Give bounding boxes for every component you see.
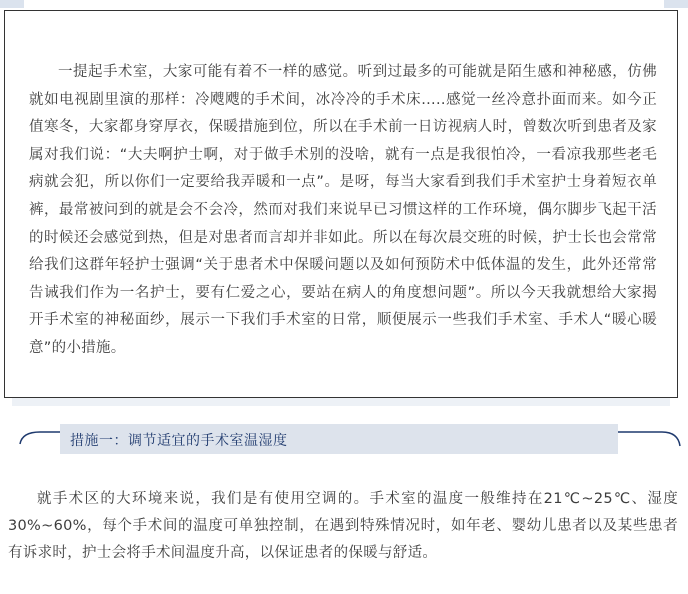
section-paragraph: 就手术区的大环境来说，我们是有使用空调的。手术室的温度一般维持在21℃~25℃、湿度30%~60%，每个手术间的温度可单独控制，在遇到特殊情况时，如年老、婴幼儿患者以及某些患者有诉求时，护士会将手术间温度升高，以保证患者的保暖与舒适。: [8, 491, 678, 561]
top-decoration: [0, 0, 688, 10]
section-title: 措施一：调节适宜的手术室温湿度: [70, 433, 288, 449]
top-right-bar: [664, 0, 688, 8]
intro-paragraph: 一提起手术室，大家可能有着不一样的感觉。听到过最多的可能就是陌生感和神秘感，仿佛就如电视剧里演的那样：冷飕飕的手术间，冰冷冷的手术床.....感觉一丝冷意扑面而来。如今正值寒冬，大家都身穿厚衣，保暖措施到位，所以在手术前一日访视病人时，曾数次听到患者及家属对我们说：“大夫啊护士啊，对于做手术别的没啥，就有一点是我很怕冷，一看凉我那些老毛病就会犯，所以你们一定要给我弄暖和一点”。是呀，每当大家看到我们手术室护士身着短衣单裤，最常被问到的就是会不会冷，然而对我们来说早已习惯这样的工作环境，偶尔脚步飞起干活的时候还会感觉到热，但是对患者而言却并非如此。所以在每次晨交班的时候，护士长也会常常给我们这群年轻护士强调“关于患者术中保暖问题以及如何预防术中低体温的发生，此外还常常告诫我们作为一名护士，要有仁爱之心，要站在病人的角度想问题”。所以今天我就想给大家揭开手术室的神秘面纱，展示一下我们手术室的日常，顺便展示一些我们手术室、手术人“暖心暖意”的小措施。: [29, 64, 657, 356]
section-header: [0, 424, 688, 456]
intro-box: [4, 10, 678, 398]
top-left-bar: [0, 0, 24, 8]
intro-box-shadow: [12, 398, 670, 406]
